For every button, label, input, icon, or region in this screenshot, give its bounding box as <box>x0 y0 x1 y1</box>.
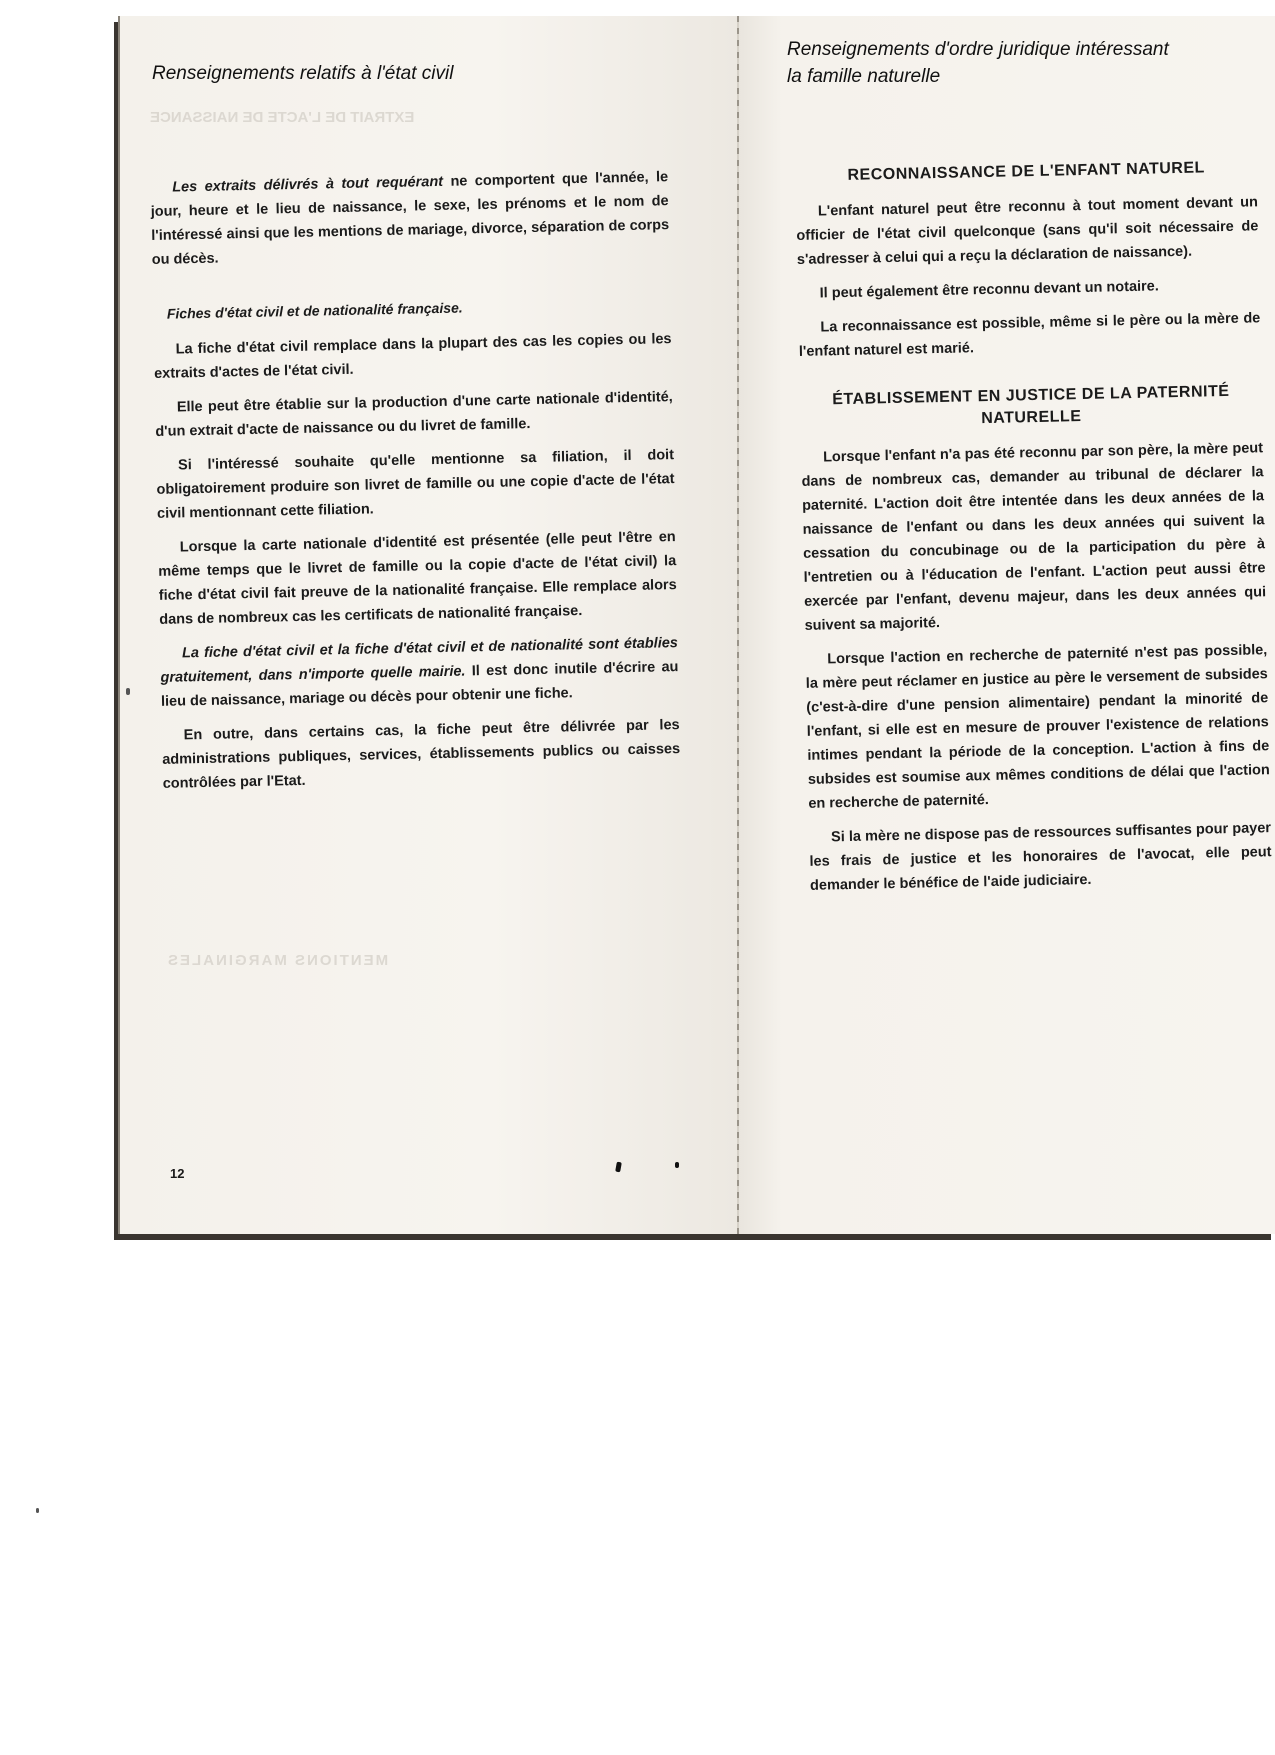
paragraph: Lorsque l'action en recherche de paternité n'est pas possible, la mère peut réclamer en justice au père le versement de subsides (c'est-à-dire d'une pension alimentaire) pendant la minorité de l'enfant, si elle est en mesure de prouver l'existence de relations intimes pendant la période de la conception. L'action à fins de subsides est soumise aux mêmes conditions de délai que l'action en recherche de paternité. <box>805 642 1270 812</box>
right-header-line: la famille naturelle <box>787 66 941 87</box>
paragraph: Il peut également être reconnu devant un notaire. <box>819 278 1159 302</box>
paragraph: Lorsque l'enfant n'a pas été reconnu par son père, la mère peut dans de nombreux cas, demander au tribunal de déclarer la paternité. L'action doit être intentée dans les deux années de la naissance de l'enfant ou dans les deux années qui suivent la cessation du concubinage ou de la participation du père à l'entretien ou à l'éducation de l'enfant. L'action peut aussi être exercée par l'enfant, devenu majeur, dans les deux années qui suivent sa majorité. <box>801 440 1267 634</box>
left-page-body <box>150 165 681 806</box>
right-page-body <box>795 156 1272 908</box>
paragraph: Si l'intéressé souhaite qu'elle mentionne sa filiation, il doit obligatoirement produire son livret de famille ou une copie d'acte de l'état civil mentionnant cette filiation. <box>156 447 675 522</box>
paragraph: Si la mère ne dispose pas de ressources suffisantes pour payer les frais de justice et les honoraires de l'avocat, elle peut demander le bénéfice de l'aide judiciaire. <box>809 820 1272 894</box>
right-page <box>739 16 1275 1234</box>
paragraph: La fiche d'état civil remplace dans la plupart des cas les copies ou les extraits d'actes de l'état civil. <box>153 331 672 382</box>
page-number: 12 <box>170 1166 185 1181</box>
paragraph: La reconnaissance est possible, même si le père ou la mère de l'enfant naturel est marié. <box>798 310 1261 360</box>
paragraph-text: ne comportent que l'année, le jour, heure et le lieu de naissance, le sexe, les prénoms et le nom de l'intéressé ainsi que les mentions de mariage, divorce, séparation de corps ou décès. <box>150 169 670 268</box>
section-title-paternite: ÉTABLISSEMENT EN JUSTICE DE LA PATERNITÉ NATURELLE <box>832 382 1230 428</box>
paragraph <box>150 165 670 272</box>
booklet <box>118 16 1275 1234</box>
subheading-fiches: Fiches d'état civil et de nationalité française. <box>166 299 463 322</box>
italic-lead: La fiche d'état civil et la fiche d'état civil et de nationalité sont établies gratuitement, dans n'importe quelle mairie. <box>160 635 679 686</box>
right-page-header <box>787 36 1169 90</box>
scan-speck <box>126 688 130 695</box>
paragraph: Elle peut être établie sur la production d'une carte nationale d'identité, d'un extrait d'acte de naissance ou du livret de famille. <box>155 389 673 440</box>
show-through-text: EXTRAIT DE L'ACTE DE NAISSANCE <box>150 109 415 126</box>
paragraph: En outre, dans certains cas, la fiche peut être délivrée par les administrations publiques, services, établissements publics ou caisses contrôlées par l'Etat. <box>162 717 681 792</box>
ink-mark <box>615 1162 622 1173</box>
left-page <box>118 16 741 1234</box>
paragraph-text: Il est donc inutile d'écrire au lieu de naissance, mariage ou décès pour obtenir une fiche. <box>160 659 679 710</box>
italic-lead: Les extraits délivrés à tout requérant <box>172 173 444 196</box>
paragraph: L'enfant naturel peut être reconnu à tout moment devant un officier de l'état civil quelconque (sans qu'il soit nécessaire de s'adresser à celui qui a reçu la déclaration de naissance). <box>796 194 1259 268</box>
paragraph: Lorsque la carte nationale d'identité est présentée (elle peut l'être en même temps que le livret de famille ou la copie d'acte de l'état civil) la fiche d'état civil fait preuve de la nationalité française. Elle remplace alors dans de nombreux cas les certificats de nationalité française. <box>158 529 677 628</box>
paragraph <box>160 631 679 714</box>
section-title-reconnaissance: RECONNAISSANCE DE L'ENFANT NATUREL <box>847 159 1206 184</box>
left-page-header: Renseignements relatifs à l'état civil <box>152 63 454 84</box>
right-header-line: Renseignements d'ordre juridique intéressant <box>787 39 1169 60</box>
ink-mark <box>675 1162 679 1168</box>
show-through-text: MENTIONS MARGINALES <box>166 952 389 969</box>
scan-speck <box>36 1508 39 1513</box>
